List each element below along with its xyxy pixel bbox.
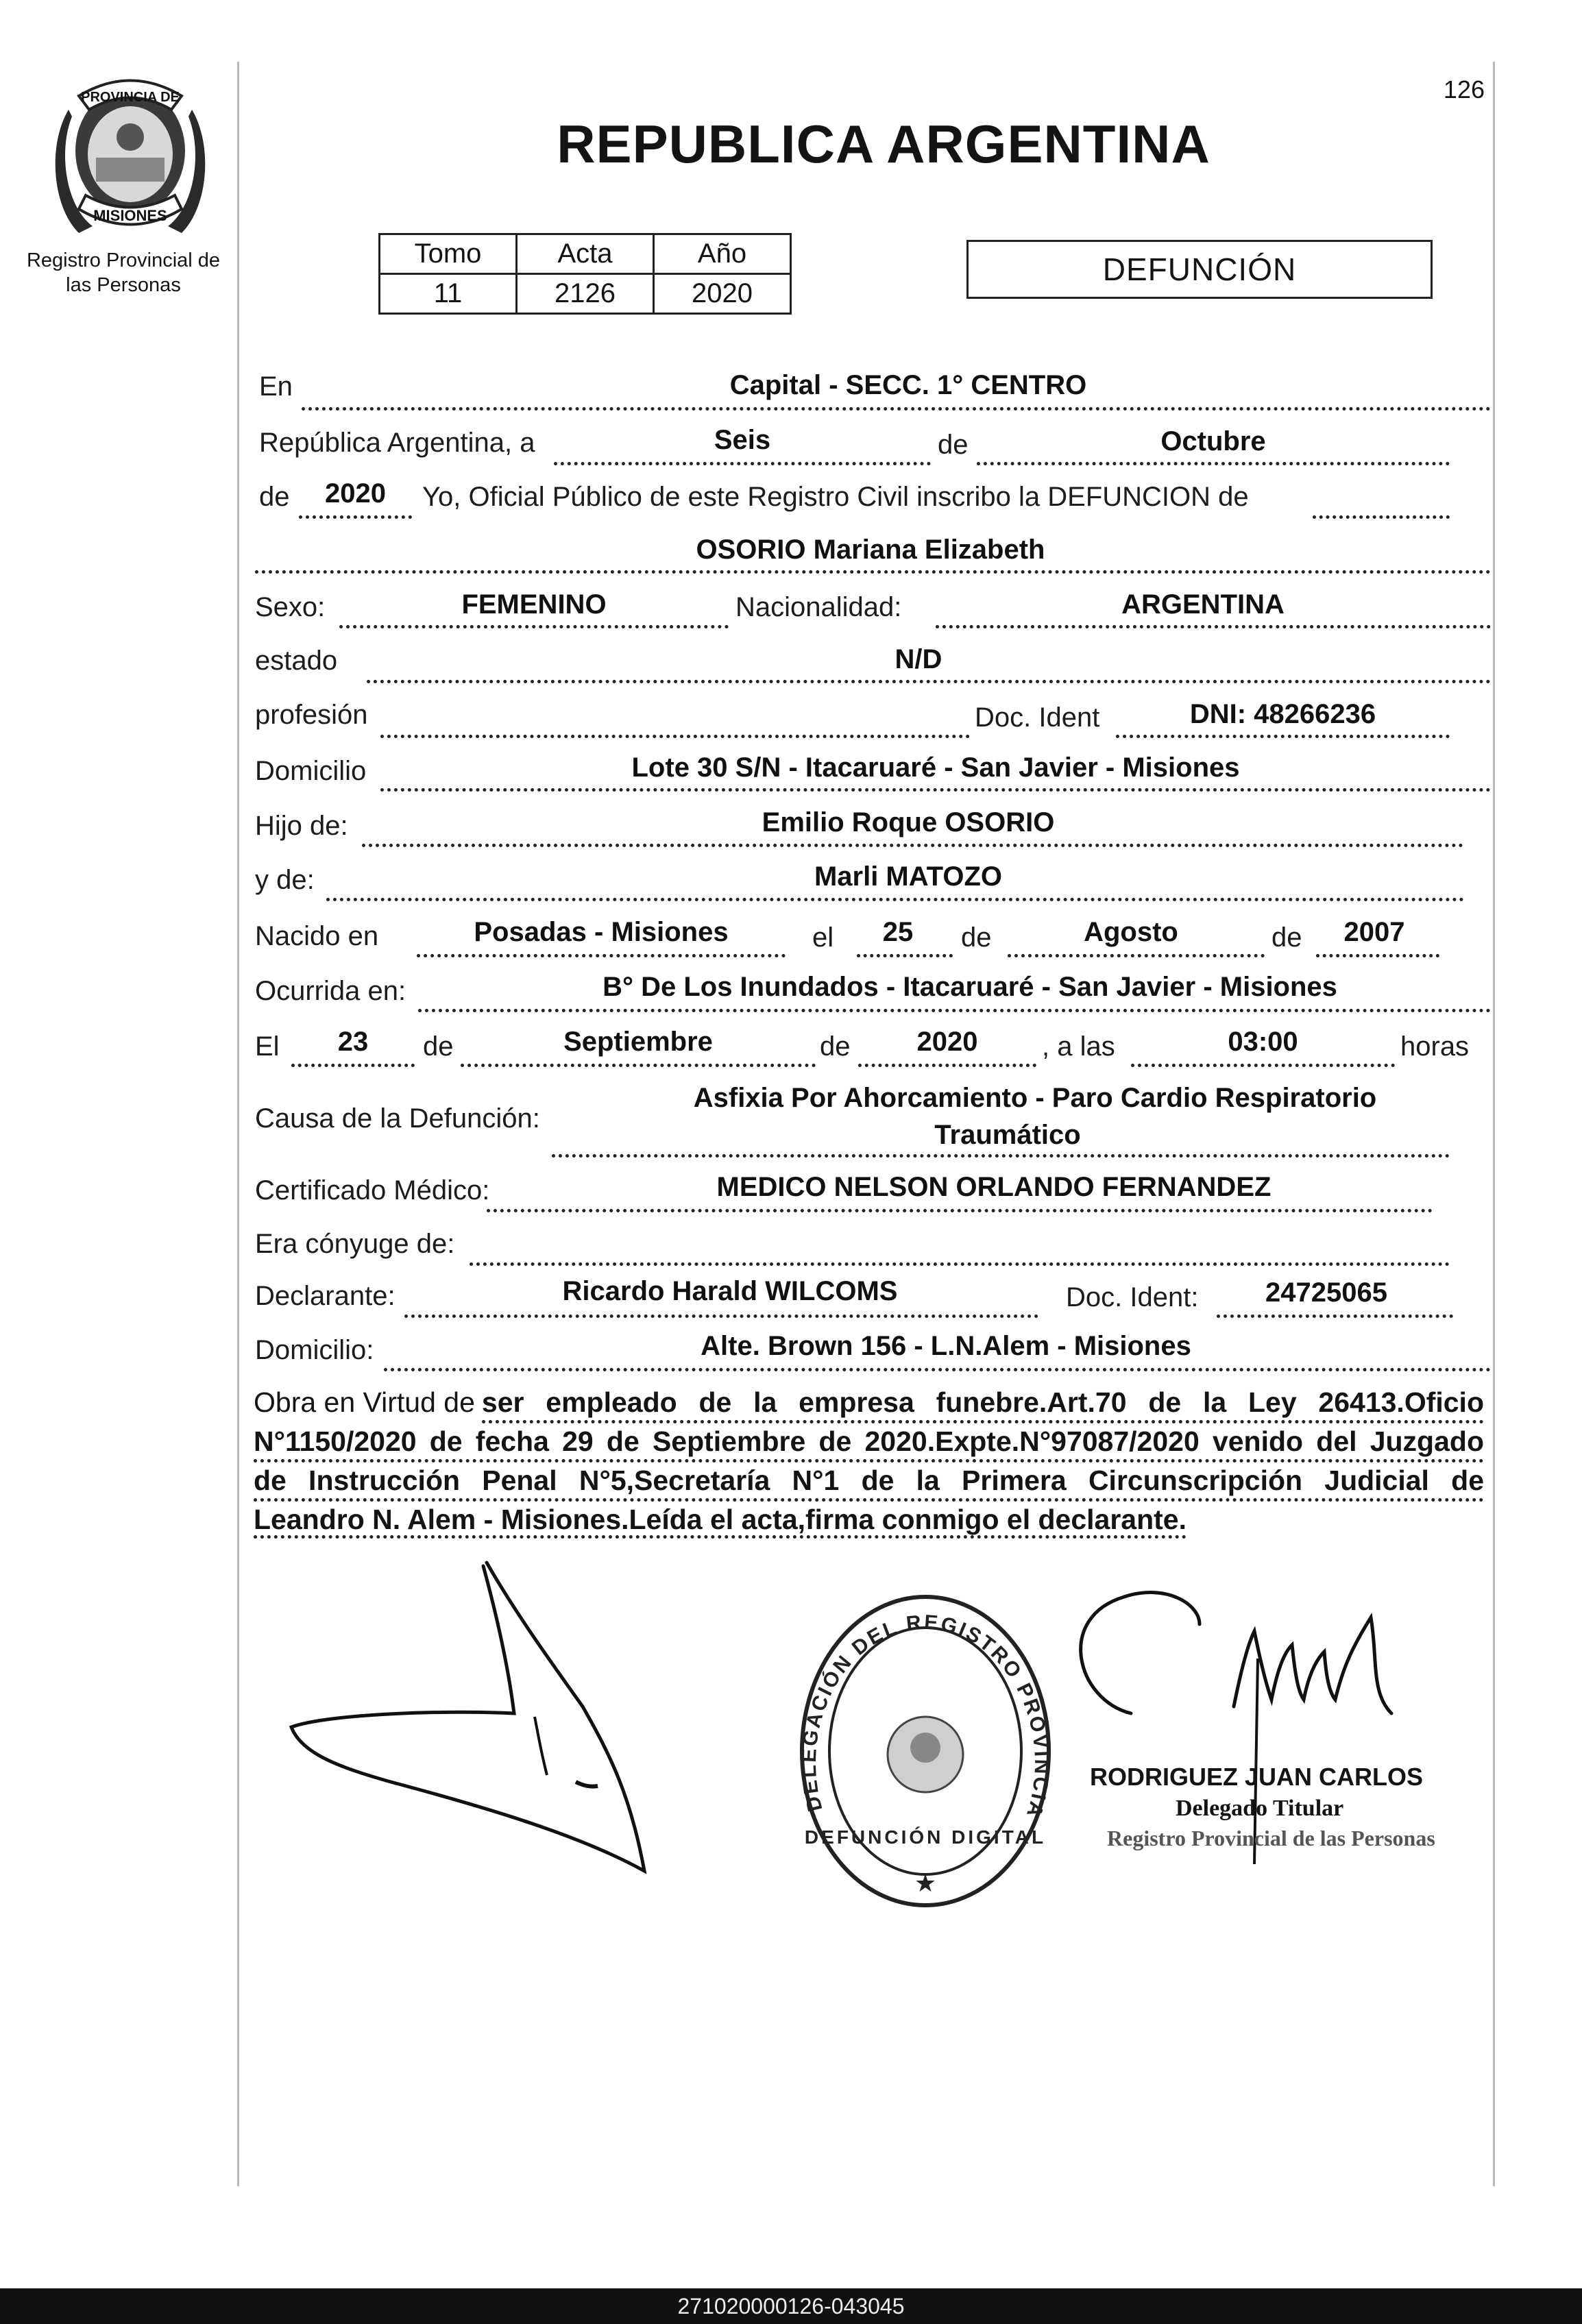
- dotted-rule: [362, 844, 1463, 847]
- birth-month-value: Agosto: [1084, 917, 1178, 947]
- act-day-value: Seis: [714, 425, 771, 455]
- volume-table: [378, 233, 792, 315]
- official-name: RODRIGUEZ JUAN CARLOS: [1090, 1763, 1424, 1791]
- official-office: Registro Provincial de las Personas: [1107, 1826, 1435, 1850]
- star-icon: ★: [914, 1869, 937, 1897]
- dotted-rule: [384, 1368, 1491, 1371]
- act-month-value: Octubre: [1160, 426, 1266, 456]
- de-label: de: [938, 430, 969, 460]
- registry-name: [21, 248, 226, 297]
- volume-table-header: Tomo: [380, 234, 517, 274]
- dotted-rule: [470, 1262, 1450, 1266]
- dotted-rule: [1316, 954, 1439, 957]
- registry-line-2: las Personas: [66, 274, 181, 296]
- dotted-rule: [302, 407, 1491, 411]
- address-value: Lote 30 S/N - Itacaruaré - San Javier - Misiones: [631, 753, 1240, 783]
- document-code-footer: 271020000126-043045: [0, 2288, 1582, 2324]
- declarant-label: Declarante:: [255, 1281, 396, 1311]
- legal-basis-paragraph: [254, 1384, 1484, 1537]
- dotted-rule: [1313, 515, 1450, 519]
- sex-label: Sexo:: [255, 592, 326, 622]
- act-year-value: 2020: [325, 478, 386, 509]
- medical-certificate-value: MEDICO NELSON ORLANDO FERNANDEZ: [716, 1172, 1271, 1202]
- dotted-rule: [857, 954, 953, 957]
- page-number: 126: [1443, 75, 1485, 103]
- dotted-rule: [291, 1064, 415, 1067]
- medical-certificate-label: Certificado Médico:: [255, 1175, 490, 1206]
- seal-outer-text: DELEGACIÓN DEL REGISTRO PROVINCIA: [797, 1611, 1054, 1822]
- dotted-rule: [1008, 954, 1265, 957]
- dotted-rule: [1131, 1064, 1395, 1067]
- death-place-value: B° De Los Inundados - Itacaruaré - San Javier - Misiones: [603, 972, 1337, 1002]
- dotted-rule: [255, 570, 1491, 574]
- registry-line-1: Registro Provincial de: [26, 249, 221, 271]
- legal-basis-text: ser empleado de la empresa funebre.Art.70 de la Ley 26413.Oficio: [482, 1384, 1484, 1423]
- birth-de-label: de: [961, 922, 992, 953]
- nationality-value: ARGENTINA: [1121, 589, 1285, 620]
- dotted-rule: [418, 1009, 1491, 1012]
- dotted-rule: [417, 954, 786, 957]
- declarant-value: Ricardo Harald WILCOMS: [562, 1276, 898, 1306]
- time-label: , a las: [1042, 1031, 1115, 1062]
- birthplace-label: Nacido en: [255, 921, 379, 951]
- dotted-rule: [404, 1314, 1038, 1318]
- death-day-value: 23: [337, 1027, 369, 1057]
- dotted-rule: [380, 788, 1491, 792]
- birth-de-label: de: [1271, 922, 1302, 953]
- legal-basis-text: Leandro N. Alem - Misiones.Leída el acta,firma conmigo el declarante.: [254, 1504, 1186, 1539]
- legal-basis-line-1: [254, 1384, 1484, 1423]
- dotted-rule: [552, 1154, 1450, 1158]
- death-month-value: Septiembre: [563, 1027, 713, 1057]
- seal-inner-text: DEFUNCIÓN DIGITAL: [804, 1826, 1047, 1848]
- declarant-address-label: Domicilio:: [255, 1335, 374, 1365]
- declarant-signature: [288, 1549, 768, 1892]
- declarant-address-value: Alte. Brown 156 - L.N.Alem - Misiones: [701, 1331, 1191, 1361]
- page-title: REPUBLICA ARGENTINA: [557, 114, 1210, 174]
- sex-value: FEMENINO: [461, 589, 607, 620]
- death-year-value: 2020: [916, 1027, 978, 1057]
- dotted-rule: [461, 1064, 816, 1067]
- en-label: En: [259, 371, 293, 402]
- death-de-label: de: [820, 1031, 851, 1062]
- death-time-value: 03:00: [1228, 1027, 1298, 1057]
- dotted-rule: [487, 1209, 1433, 1212]
- doc-ident-label: Doc. Ident: [975, 702, 1100, 733]
- profession-label: profesión: [255, 700, 368, 730]
- dotted-rule: [380, 735, 970, 738]
- volume-table-cell: 2020: [654, 274, 791, 314]
- dotted-rule: [554, 462, 931, 465]
- legal-basis-text: N°1150/2020 de fecha 29 de Septiembre de 2020.Expte.N°97087/2020 venido del Juzgado: [254, 1423, 1484, 1463]
- dotted-rule: [858, 1064, 1036, 1067]
- cause-label: Causa de la Defunción:: [255, 1103, 540, 1134]
- location-value: Capital - SECC. 1° CENTRO: [729, 370, 1087, 400]
- cause-value-line-2: Traumático: [934, 1120, 1081, 1150]
- legal-basis-line-4: [254, 1502, 1484, 1537]
- dotted-rule: [339, 625, 729, 628]
- volume-table-header: Año: [654, 234, 791, 274]
- civil-status-label: estado: [255, 646, 338, 676]
- civil-status-value: N/D: [895, 644, 942, 674]
- legal-basis-text: de Instrucción Penal N°5,Secretaría N°1 de la Primera Circunscripción Judicial de: [254, 1463, 1484, 1502]
- de-label: de: [259, 482, 290, 512]
- birth-year-value: 2007: [1343, 917, 1405, 947]
- address-label: Domicilio: [255, 756, 367, 786]
- dotted-rule: [367, 680, 1491, 683]
- birth-day-value: 25: [882, 917, 914, 947]
- cause-value-line-1: Asfixia Por Ahorcamiento - Paro Cardio Respiratorio: [693, 1083, 1377, 1113]
- republica-label: República Argentina, a: [259, 428, 535, 458]
- mother-label: y de:: [255, 865, 315, 895]
- birthplace-value: Posadas - Misiones: [474, 917, 729, 947]
- dotted-rule: [1116, 735, 1450, 738]
- death-place-label: Ocurrida en:: [255, 976, 406, 1006]
- official-role: Delegado Titular: [1176, 1796, 1344, 1821]
- father-label: Hijo de:: [255, 811, 348, 841]
- volume-table-value-row: [380, 274, 791, 314]
- volume-table-cell: 2126: [517, 274, 654, 314]
- emblem-bottom-text: MISIONES: [93, 207, 167, 224]
- father-value: Emilio Roque OSORIO: [762, 807, 1055, 837]
- dotted-rule: [936, 625, 1491, 628]
- right-margin-line: [1493, 62, 1495, 2186]
- record-type-box: DEFUNCIÓN: [966, 240, 1433, 299]
- deceased-name: OSORIO Mariana Elizabeth: [696, 535, 1045, 565]
- nationality-label: Nacionalidad:: [735, 592, 902, 622]
- legal-basis-line-2: [254, 1423, 1484, 1463]
- doc-ident-value: DNI: 48266236: [1189, 699, 1376, 729]
- death-el-label: El: [255, 1031, 280, 1062]
- official-seal: [795, 1590, 1056, 1912]
- hours-label: horas: [1400, 1031, 1470, 1062]
- spouse-label: Era cónyuge de:: [255, 1229, 455, 1259]
- official-statement: Yo, Oficial Público de este Registro Civil inscribo la DEFUNCION de: [422, 482, 1249, 512]
- dotted-rule: [299, 515, 412, 519]
- dotted-rule: [326, 898, 1464, 901]
- death-de-label: de: [423, 1031, 454, 1062]
- volume-table-header-row: [380, 234, 791, 274]
- left-margin-line: [237, 62, 239, 2186]
- legal-basis-line-3: [254, 1463, 1484, 1502]
- volume-table-header: Acta: [517, 234, 654, 274]
- mother-value: Marli MATOZO: [814, 861, 1003, 892]
- declarant-doc-label: Doc. Ident:: [1066, 1282, 1199, 1312]
- emblem-top-text: PROVINCIA DE: [81, 90, 180, 105]
- legal-basis-prefix: Obra en Virtud de: [254, 1386, 475, 1418]
- dotted-rule: [977, 462, 1450, 465]
- birth-el-label: el: [812, 922, 834, 953]
- volume-table-cell: 11: [380, 274, 517, 314]
- declarant-doc-value: 24725065: [1265, 1277, 1387, 1308]
- dotted-rule: [1217, 1314, 1453, 1318]
